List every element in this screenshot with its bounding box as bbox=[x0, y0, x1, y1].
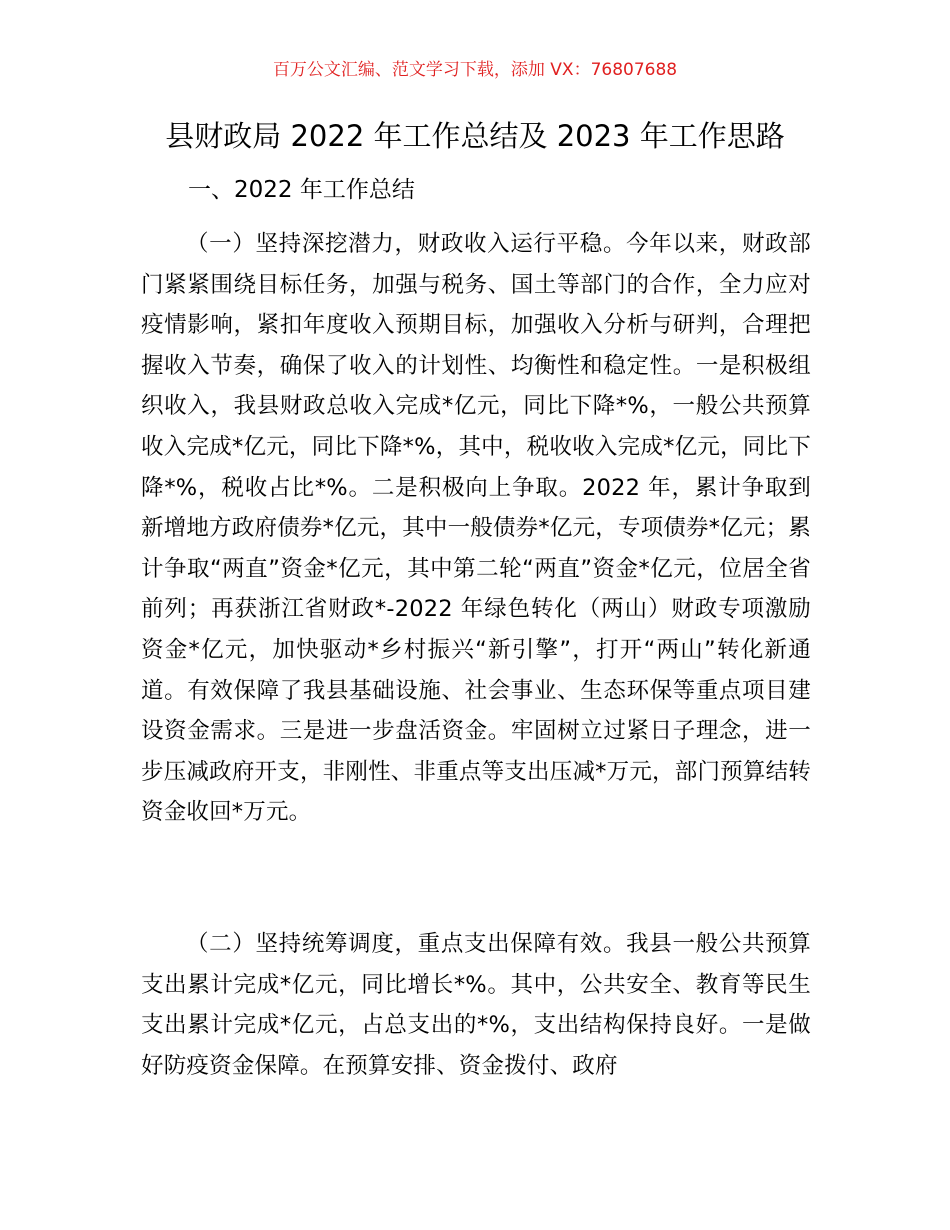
section-heading: 一、2022 年工作总结 bbox=[188, 177, 415, 203]
download-notice: 百万公文汇编、范文学习下载，添加 VX：76807688 bbox=[272, 60, 678, 80]
paragraph-revenue: （一）坚持深挖潜力，财政收入运行平稳。今年以来，财政部门紧紧围绕目标任务，加强与税务、国土等部门的合作，全力应对疫情影响，紧扣年度收入预期目标，加强收入分析与研判，合理把握收入节奏，确保了收入的计划性、均衡性和稳定性。一是积极组织收入，我县财政总收入完成*亿元，同比下降*%，一般公共预算收入完成*亿元，同比下降*%，其中，税收收入完成*亿元，同比下降*%，税收占比*%。二是积极向上争取。2022 年，累计争取到新增地方政府债券*亿元，其中一般债券*亿元，专项债券*亿元；累计争取“两直”资金*亿元，其中第二轮“两直”资金*亿元，位居全省前列；再获浙江省财政*-2022 年绿色转化（两山）财政专项激励资金*亿元，加快驱动*乡村振兴“新引擎”，打开“两山”转化新通道。有效保障了我县基础设施、社会事业、生态环保等重点项目建设资金需求。三是进一步盘活资金。牢固树立过紧日子理念，进一步压减政府开支，非刚性、非重点等支出压减*万元，部门预算结转资金收回*万元。 bbox=[141, 231, 811, 826]
paragraph-expenditure: （二）坚持统筹调度，重点支出保障有效。我县一般公共预算支出累计完成*亿元，同比增长*%。其中，公共安全、教育等民生支出累计完成*亿元，占总支出的*%，支出结构保持良好。一是做好防疫资金保障。在预算安排、资金拨付、政府 bbox=[141, 931, 811, 1079]
document-title: 县财政局 2022 年工作总结及 2023 年工作思路 bbox=[165, 119, 785, 153]
